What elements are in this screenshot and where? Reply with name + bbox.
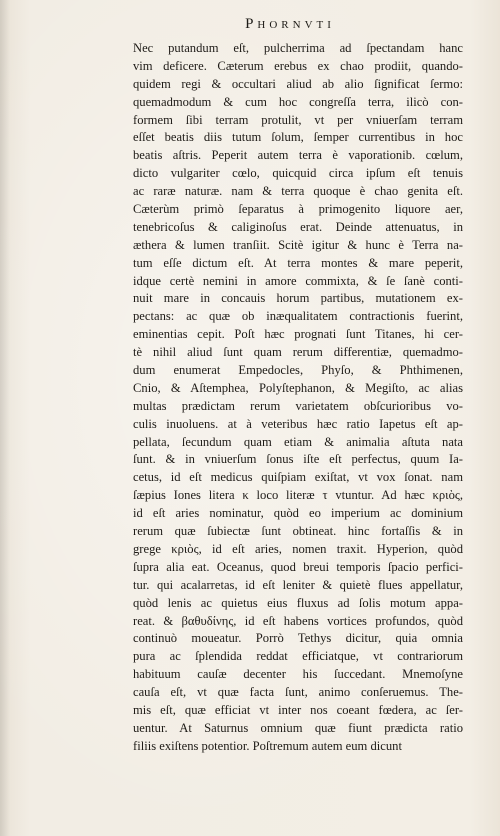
text-line: cauſa eſt, vt quæ facta ſunt, animo conſeruemus. The- <box>133 685 463 700</box>
text-line: id eſt aries nominatur, quòd eo imperium ac dominium <box>133 506 463 521</box>
text-line: culis inuoluens. at à veteribus hæc ratio Iapetus eſt ap- <box>133 416 463 431</box>
text-line: Nec putandum eſt, pulcherrima ad ſpectandam hanc <box>133 41 463 55</box>
text-line: quemadmodum & cum hoc congreſſa terra, ilicò con- <box>133 94 463 109</box>
text-line: pellata, ſecundum quam etiam & animalia aſtuta nata <box>133 434 463 449</box>
text-line: ac raræ naturæ. nam & terra quoque è chao genita eſt. <box>133 184 463 199</box>
text-line: grege κριὸς, id eſt aries, nomen traxit. Hyperion, quòd <box>133 541 463 556</box>
page-gutter-shadow <box>0 0 10 836</box>
text-line: beatis aſtris. Peperit autem terra è vaporationib. cœlum, <box>133 148 463 163</box>
text-line: mis eſt, quæ efficiat vt inter nos coeant fœdera, ac ſer- <box>133 702 463 717</box>
text-line: Cnio, & Aſtemphea, Polyſtephanon, & Megiſto, ac alias <box>133 380 463 395</box>
text-line: dum enumerat Empedocles, Phyſo, & Phthimenen, <box>133 363 463 378</box>
text-line: filiis exiſtens potentior. Poſtremum autem eum dicunt <box>133 738 402 753</box>
text-line: vim deficere. Cæterum erebus ex chao prodiit, quando- <box>133 58 463 73</box>
text-line: nuit mare in concauis horum partibus, mutationem ex- <box>133 291 463 306</box>
text-line: ſæpius Iones litera κ loco literæ τ vtuntur. Ad hæc κριὸς, <box>133 488 463 503</box>
text-line: formem ſibi terram protulit, vt per vniuerſam terram <box>133 112 463 127</box>
text-line: tum eſſe dictum eſt. At terra montes & mare peperit, <box>133 255 463 270</box>
text-line: ſupra alia eat. Oceanus, quod breui temporis ſpacio perfici- <box>133 559 463 574</box>
text-line: æthera & lumen tranſiit. Scitè igitur & hunc è Terra na- <box>133 237 463 252</box>
text-line: Cæterùm primò ſeparatus à primogenito liquore aer, <box>133 202 463 217</box>
text-line: tè nihil aliud ſunt quam rerum differentiæ, quemadmo- <box>133 345 463 360</box>
text-line: ſunt. & in vniuerſum ſonus iſte eſt perfectus, quum Ia- <box>133 452 463 467</box>
text-line: cetus, id eſt medicus quiſpiam exiſtat, vt vox ſonat. nam <box>133 470 463 485</box>
text-line: dicto vulgariter cœlo, quicquid circa ipſum eſt tenuis <box>133 166 463 181</box>
text-line: multas prædictam rerum varietatem obſcurioribus vo- <box>133 398 463 413</box>
text-line: tur. qui acalarretas, id eſt leniter & quietè flues appellatur, <box>133 577 463 592</box>
text-line: pura ac ſplendida reddat efficiatque, vt contrariorum <box>133 649 463 664</box>
text-line: uentur. At Saturnus omnium quæ fiunt prædicta ratio <box>133 720 463 735</box>
text-line: eminentias cepit. Poſt hæc prognati ſunt Titanes, hi cer- <box>133 327 463 342</box>
text-line: eſſet beatis diis tutum ſolum, ſemper currentibus in hoc <box>133 130 463 145</box>
text-line: rerum quæ ſubiectæ ſunt obtineat. hinc fortaſſis & in <box>133 524 463 539</box>
text-line: idque certè nemini in amore commixta, & ſe ſanè conti- <box>133 273 463 288</box>
running-head: Phornvti <box>245 16 335 32</box>
text-line: quidem regi & occultari aliud ab alio ſignificat ſermo: <box>133 76 463 91</box>
text-line: habituum cauſæ decenter his ſuccedant. Mnemoſyne <box>133 667 463 682</box>
text-line: pectans: ac quæ ob inæqualitatem contractionis fuerint, <box>133 309 463 324</box>
text-line: continuò moueatur. Porrò Tethys dicitur, quia omnia <box>133 631 463 646</box>
text-line: quòd lenis ac quietus eius fluxus ad ſolis motum appa- <box>133 595 463 610</box>
text-line: tenebricoſus & caliginoſus erat. Deinde attenuatus, in <box>133 219 463 234</box>
body-text <box>133 40 463 756</box>
text-line: reat. & βαθυδίνης, id eſt habens vortices profundos, quòd <box>133 613 463 628</box>
